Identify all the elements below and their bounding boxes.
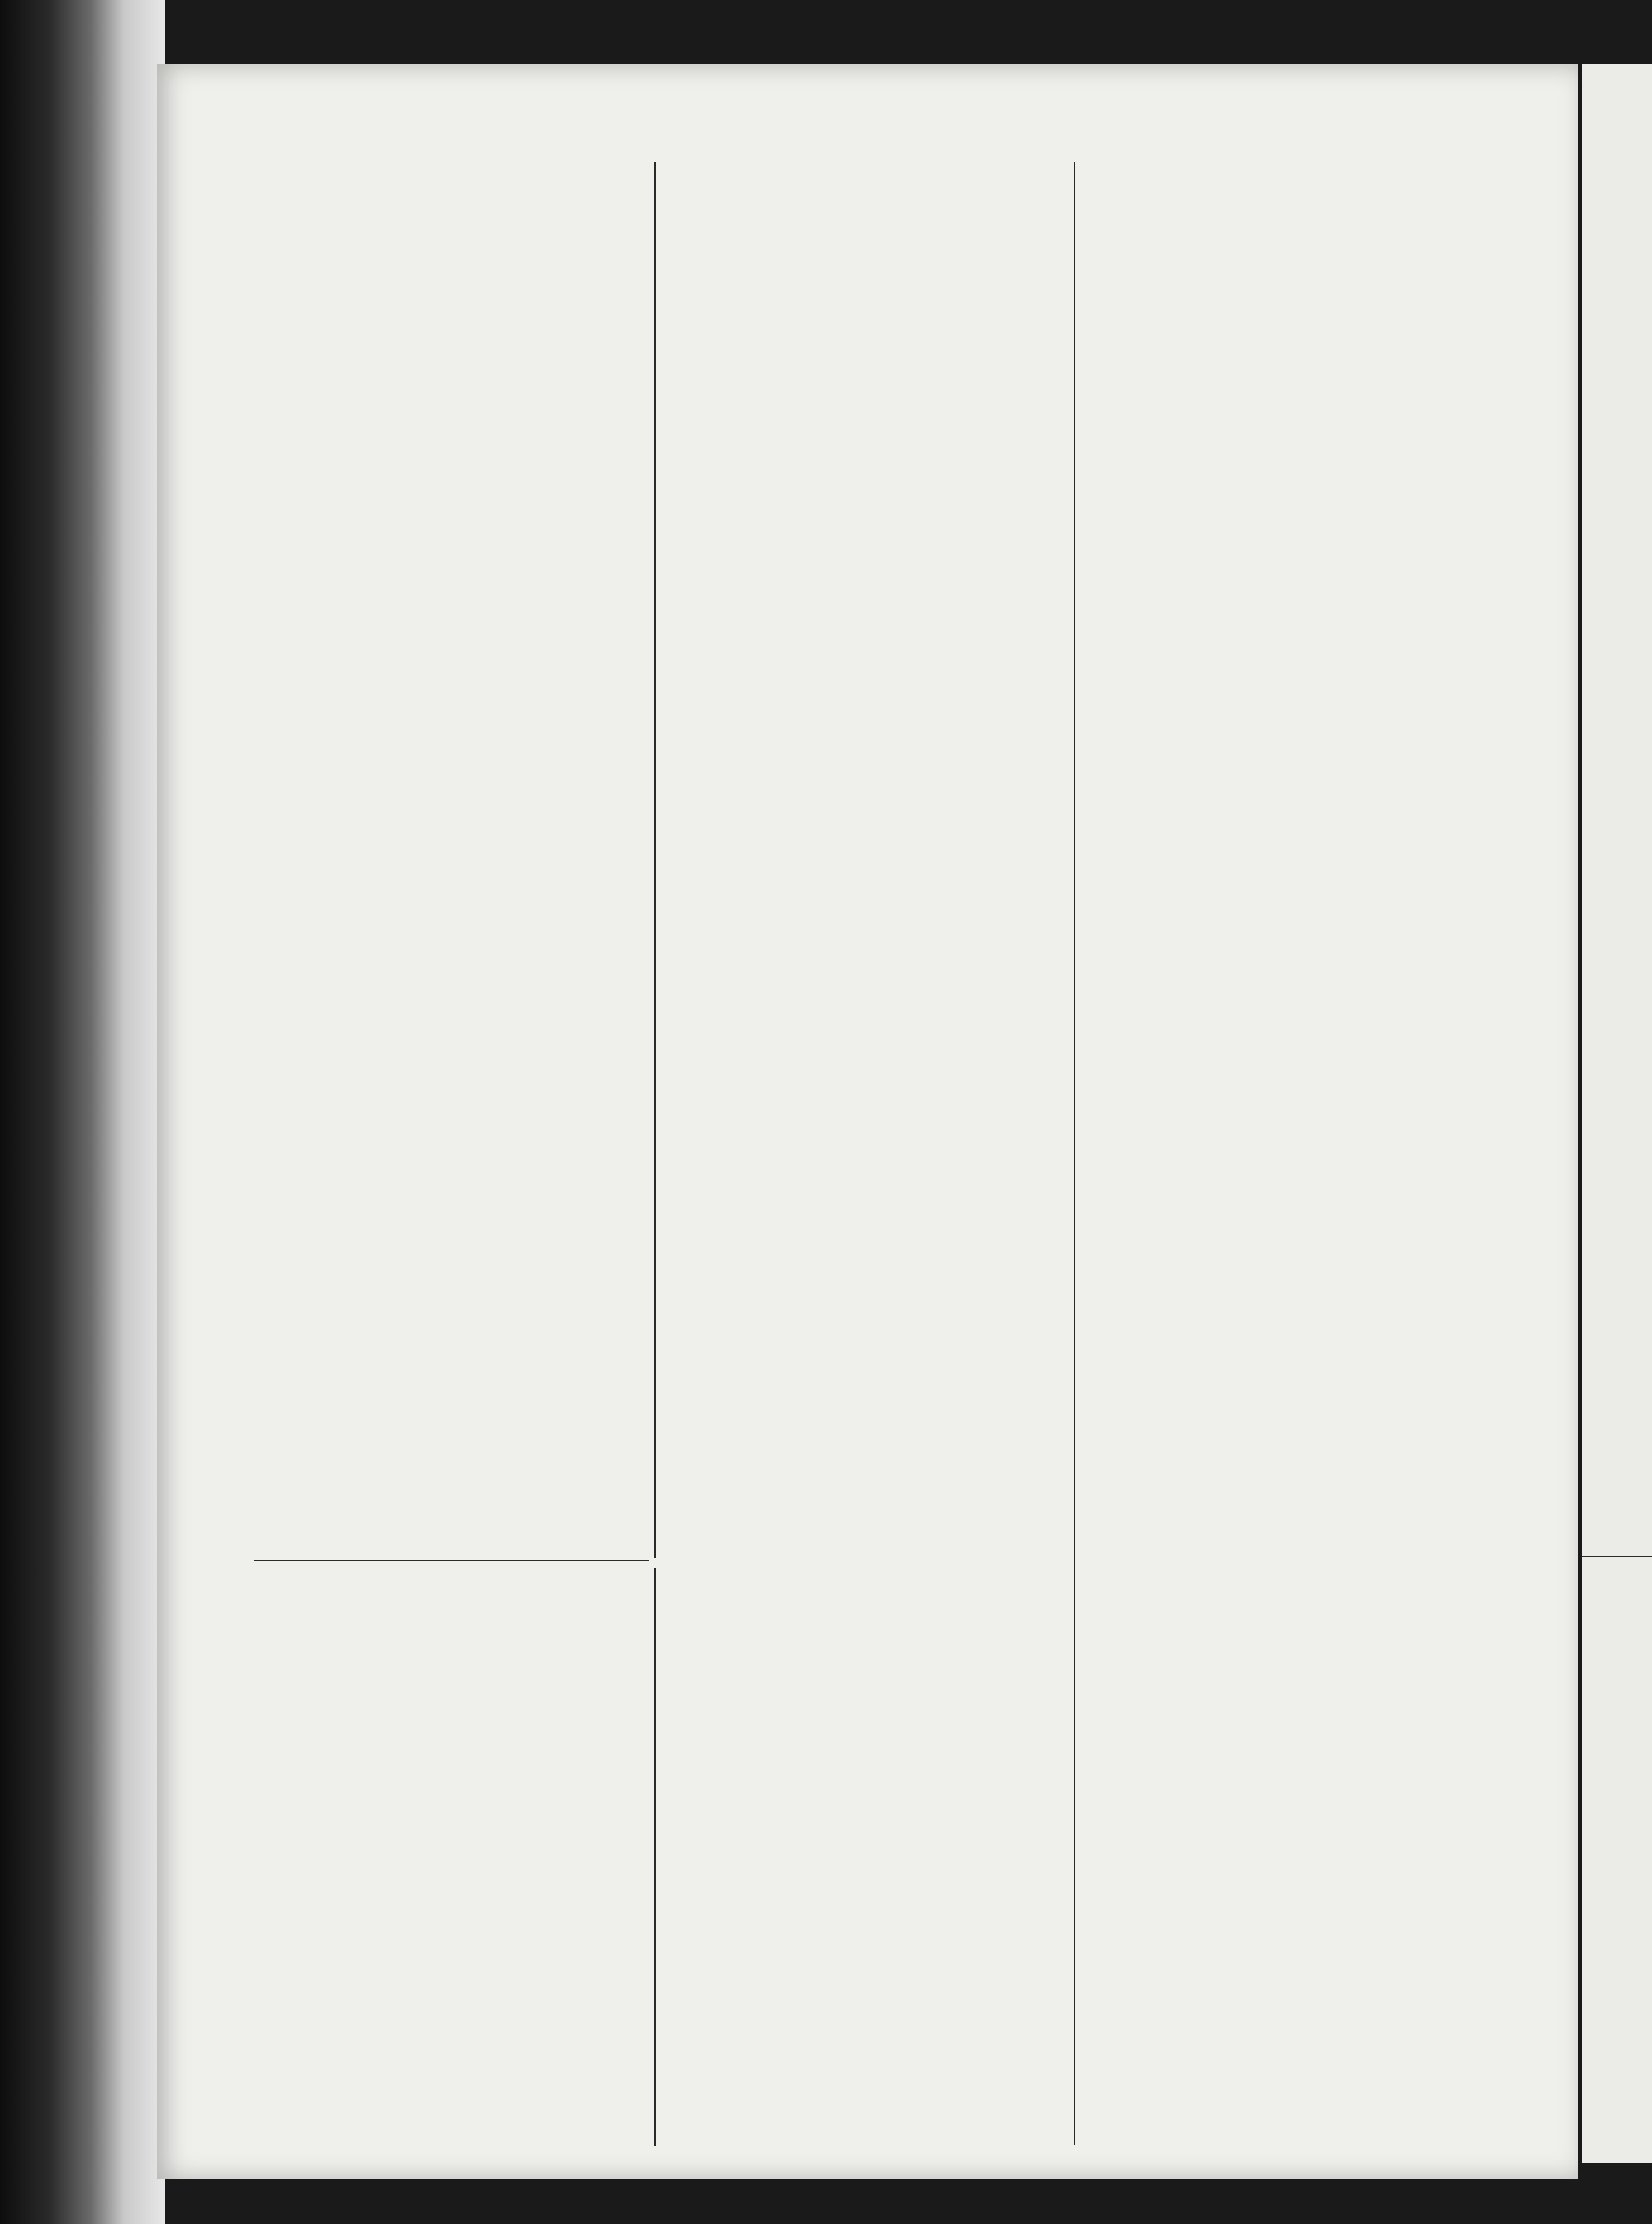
- column-3: [1086, 164, 1474, 2188]
- feuilleton-divider: [254, 1560, 649, 1561]
- newspaper-page: [157, 64, 1578, 2179]
- column-divider: [1074, 162, 1075, 2145]
- column-divider: [654, 1568, 656, 2146]
- book-binding: [0, 0, 165, 2224]
- column-divider: [654, 162, 656, 1558]
- next-page-divider: [1582, 1556, 1652, 1557]
- next-page-text: [1582, 64, 1652, 147]
- feuilleton-section: [256, 1572, 644, 2167]
- column-2: [681, 164, 1070, 2188]
- next-page-edge: [1582, 64, 1652, 2163]
